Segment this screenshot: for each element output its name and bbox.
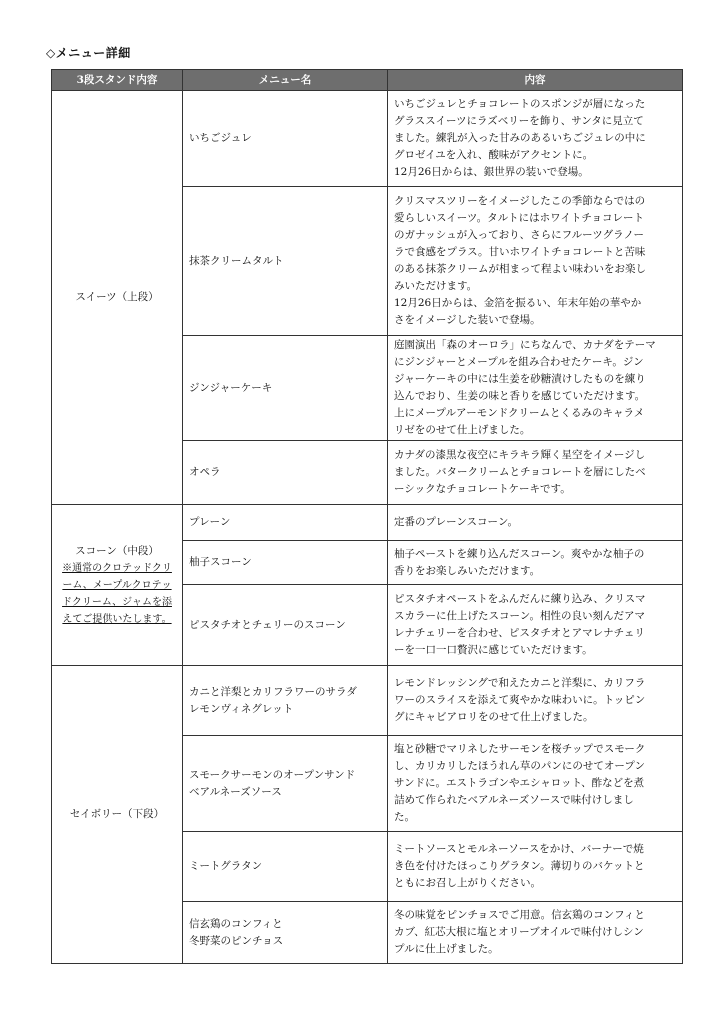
menu-item-name: プレーン (183, 505, 388, 541)
menu-item-description: ミートソースとモルネーソースをかけ、バーナーで焼 き色を付けたほっこりグラタン。薄切りのバケットと ともにお召し上がりください。 (388, 832, 683, 902)
page-title: ◇メニュー詳細 (46, 46, 131, 60)
menu-item-name: 抹茶クリームタルト (183, 187, 388, 336)
menu-item-name: ピスタチオとチェリーのスコーン (183, 585, 388, 666)
category-sweets (52, 91, 183, 505)
menu-item-name: ミートグラタン (183, 832, 388, 902)
menu-item-description: 塩と砂糖でマリネしたサーモンを桜チップでスモーク し、カリカリしたほうれん草のパンにのせてオープン サンドに。エストラゴンやエシャロット、酢などを煮 詰めて作られたベアルネーズソースで味付けしまし た。 (388, 736, 683, 832)
table-header-row (52, 70, 683, 91)
menu-item-description: クリスマスツリーをイメージしたこの季節ならではの 愛らしいスイーツ。タルトにはホワイトチョコレート のガナッシュが入っており、さらにフルーツグラノー ラで食感をプラス。甘いホワイトチョコレートと苦味 のある抹茶クリームが相まって程よい味わいをお楽し みいただけます。 12月26日からは、金箔を振るい、年末年始の華やか さをイメージした装いで登場。 (388, 187, 683, 336)
category-savory (52, 666, 183, 964)
column-header-menu-name: メニュー名 (183, 70, 388, 91)
menu-item-name: 柚子スコーン (183, 541, 388, 585)
category-label: セイボリー（下段） (69, 808, 165, 820)
menu-item-description: 庭園演出「森のオーロラ」にちなんで、カナダをテーマ にジンジャーとメープルを組み合わせたケーキ。ジン ジャーケーキの中には生姜を砂糖漬けしたものを練り 込んでおり、生姜の味と香りを感じていただけます。 上にメープルアーモンドクリームとくるみのキャラメ リゼをのせて仕上げました。 (388, 336, 683, 441)
menu-item-description: 冬の味覚をピンチョスでご用意。信玄鶏のコンフィと カブ、紅芯大根に塩とオリーブオイルで味付けしシン プルに仕上げました。 (388, 902, 683, 964)
column-header-stand: 3段スタンド内容 (52, 70, 183, 91)
category-label: スコーン（中段） (75, 544, 159, 557)
category-scones (52, 505, 183, 666)
menu-item-name: ジンジャーケーキ (183, 336, 388, 441)
menu-item-description: 定番のプレーンスコーン。 (388, 505, 683, 541)
category-note: ※通常のクロテッドクリーム、メープルクロテッドクリーム、ジャムを添えてご提供いたします。 (62, 562, 172, 625)
category-label: スイーツ（上段） (75, 291, 159, 303)
menu-item-description: いちごジュレとチョコレートのスポンジが層になった グラススイーツにラズベリーを飾り、サンタに見立て ました。練乳が入った甘みのあるいちごジュレの中に グロゼイユを入れ、酸味がアクセントに。 12月26日からは、銀世界の装いで登場。 (388, 91, 683, 187)
table-row (52, 666, 683, 736)
menu-item-name: 信玄鶏のコンフィと 冬野菜のピンチョス (183, 902, 388, 964)
menu-item-name: カニと洋梨とカリフラワーのサラダ レモンヴィネグレット (183, 666, 388, 736)
menu-item-name: オペラ (183, 441, 388, 505)
menu-item-description: レモンドレッシングで和えたカニと洋梨に、カリフラ ワーのスライスを添えて爽やかな味わいに。トッピン グにキャビアロリをのせて仕上げました。 (388, 666, 683, 736)
menu-item-description: カナダの漆黒な夜空にキラキラ輝く星空をイメージし ました。バタークリームとチョコレートを層にしたベ ーシックなチョコレートケーキです。 (388, 441, 683, 505)
menu-item-description: ピスタチオペーストをふんだんに練り込み、クリスマ スカラーに仕上げたスコーン。相性の良い刻んだアマ レナチェリーを合わせ、ピスタチオとアマレナチェリ ーを一口一口贅沢に感じていただけます。 (388, 585, 683, 666)
menu-item-name: スモークサーモンのオープンサンド ベアルネーズソース (183, 736, 388, 832)
table-row (52, 91, 683, 187)
menu-detail-table (51, 69, 683, 964)
table-row (52, 505, 683, 541)
menu-item-description: 柚子ペーストを練り込んだスコーン。爽やかな柚子の 香りをお楽しみいただけます。 (388, 541, 683, 585)
menu-item-name: いちごジュレ (183, 91, 388, 187)
column-header-content: 内容 (388, 70, 683, 91)
